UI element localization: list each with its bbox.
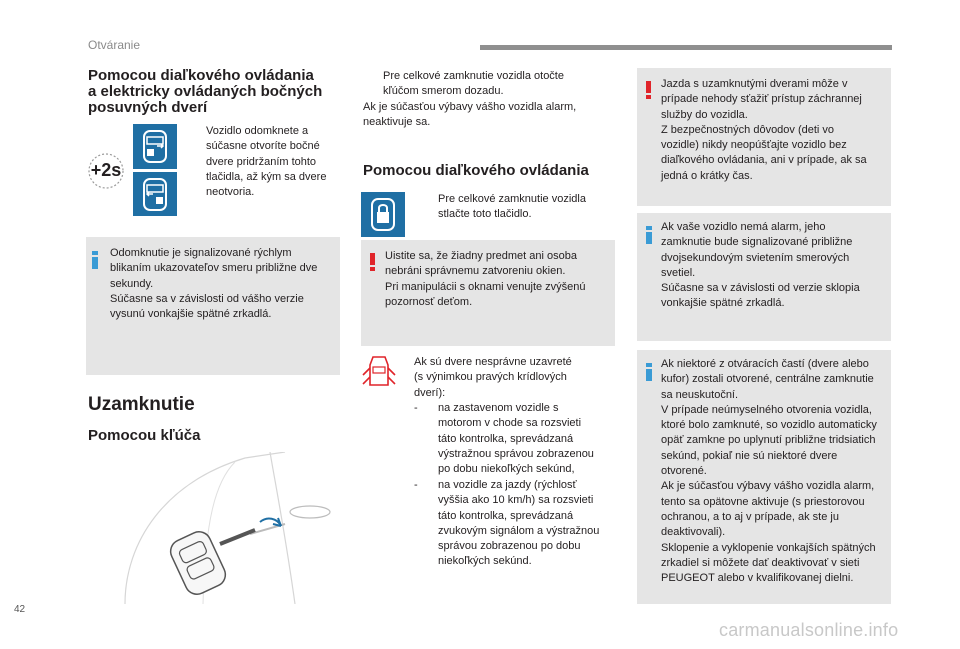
padlock-icon bbox=[361, 192, 405, 237]
warning-icon bbox=[370, 253, 375, 271]
warning-box-locked-doors bbox=[637, 68, 891, 206]
info-icon bbox=[646, 226, 652, 244]
info-box-unlock bbox=[86, 237, 340, 375]
hold-2s-label: +2s bbox=[90, 160, 122, 180]
warning-text: Jazda s uzamknutými dverami môže v prípade nehody sťažiť prístup záchrannej služby do vozidla. Z bezpečnostných dôvodov (deti vo vozidle) nikdy neopúšťajte vozidlo bez diaľkového ovládania, ani v prípade, ak sa jedná o krátky čas. bbox=[661, 78, 867, 182]
hold-2s-badge bbox=[85, 150, 127, 192]
section-title: Otváranie bbox=[88, 38, 141, 52]
unlock-step-text: Vozidlo odomknete a súčasne otvoríte bočné dvere pridržaním tohto tlačidla, až kým sa dvere neotvoria. bbox=[206, 125, 327, 199]
locking-title: Uzamknutie bbox=[88, 394, 195, 415]
info-box-open-parts bbox=[637, 350, 891, 604]
car-doors-open-icon bbox=[360, 353, 398, 393]
key-subtitle: Pomocou kľúča bbox=[88, 427, 201, 444]
info-icon bbox=[92, 251, 98, 269]
page-number: 42 bbox=[14, 604, 26, 615]
door-item-1-text: na zastavenom vozidle s motorom v chode sa rozsvieti táto kontrolka, sprevádzaná výstražnou správou zobrazenou po dobu niekoľkých sekúnd, bbox=[438, 402, 594, 476]
door-lock-key-icon bbox=[95, 452, 340, 604]
unlock-right-door-button-image bbox=[133, 172, 177, 216]
warning-icon bbox=[646, 81, 651, 99]
info-icon bbox=[646, 363, 652, 381]
door-item-2-text: na vozidle za jazdy (rýchlosť vyššia ako 10 km/h) sa rozsvieti táto kontrolka, sprevádzaná zvukovým signálom a výstražnou správou zobrazenou po dobu niekoľkých sekúnd. bbox=[438, 479, 600, 568]
info-text: Ak niektoré z otváracích častí (dvere alebo kufor) zostali otvorené, centrálne zamknutie sa neuskutoční. V prípade neúmyselného otvorenia vozidla, ktoré bolo zamknuté, so vozidlo automaticky opäť zamkne po uplynutí približne tridsiatich sekúnd, pokiaľ nie sú niektoré dvere otvorené. Ak je súčasťou výbavy vášho vozidla alarm, tento sa opätovne aktivuje (s priestorovou ochranou, a to aj v prípade, ak ste ju deaktivovali). Sklopenie a vyklopenie vonkajších spätných zrkadiel si môžete dať deaktivovať v sieti PEUGEOT alebo v kvalifikovanej dielni. bbox=[661, 358, 877, 585]
door-open-intro: Ak sú dvere nesprávne uzavreté (s výnimkou pravých krídlových dverí): bbox=[414, 356, 572, 399]
info-text: Ak vaše vozidlo nemá alarm, jeho zamknutie bude signalizované približne dvojsekundovým svietením smerových svetiel. Súčasne sa v závislosti od verzie sklopia vonkajšie spätné zrkadlá. bbox=[661, 221, 860, 310]
remote-lock-heading: Pomocou diaľkového ovládania bbox=[363, 162, 589, 179]
key-lock-step-text: Pre celkové zamknutie vozidla otočte kľúčom smerom dozadu. bbox=[383, 70, 564, 98]
key-in-door-illustration bbox=[95, 452, 340, 604]
door-open-warning-lamp bbox=[360, 353, 398, 393]
unlock-left-door-button-image bbox=[133, 124, 177, 169]
remote-sliding-doors-heading: Pomocou diaľkového ovládania a elektricky ovládaných bočných posuvných dverí bbox=[88, 67, 323, 116]
header-bar bbox=[480, 45, 892, 50]
info-box-no-alarm bbox=[637, 213, 891, 341]
door-item-1-dash: - bbox=[414, 402, 418, 414]
warning-box-windows bbox=[361, 240, 615, 346]
info-text: Odomknutie je signalizované rýchlym blikaním ukazovateľov smeru približne dve sekundy. Súčasne sa v závislosti od vášho verzie vysunú vonkajšie spätné zrkadlá. bbox=[110, 247, 318, 321]
watermark: carmanualsonline.info bbox=[719, 620, 899, 640]
remote-lock-step-text: Pre celkové zamknutie vozidla stlačte toto tlačidlo. bbox=[438, 193, 586, 221]
warning-text: Uistite sa, že žiadny predmet ani osoba nebráni správnemu zatvoreniu okien. Pri manipulácii s oknami venujte zvýšenú pozornosť deťom. bbox=[385, 250, 586, 308]
sliding-door-right-icon bbox=[133, 172, 177, 216]
lock-button-image bbox=[361, 192, 405, 237]
sliding-door-left-icon bbox=[133, 124, 177, 169]
door-item-2-dash: - bbox=[414, 479, 418, 491]
alarm-note-text: Ak je súčasťou výbavy vášho vozidla alarm, neaktivuje sa. bbox=[363, 101, 577, 129]
